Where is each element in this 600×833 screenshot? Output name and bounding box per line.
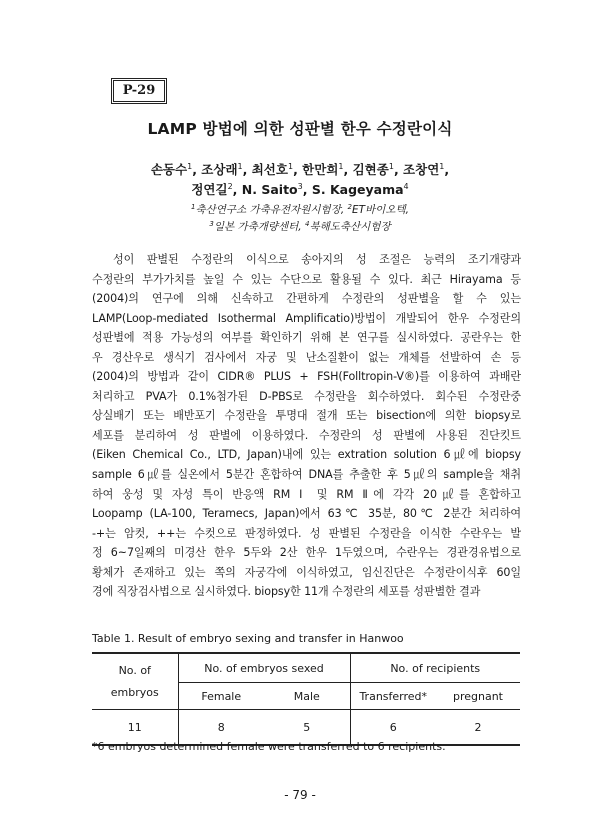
body-line: 하여 웅성 및 자성 특이 반응액 RM Ⅰ 및 RM Ⅱ에 각각 20㎕를 혼합하고 xyxy=(92,487,521,501)
body-line: LAMP(Loop-mediated Isothermal Amplificatio)방법이 개발되어 한우 수정란의 xyxy=(92,311,521,325)
author-affiliation-mark: 4 xyxy=(403,182,409,191)
author-name: 조상래 xyxy=(201,162,238,177)
author-name: 최선호 xyxy=(251,162,288,177)
author-name: 정연길 xyxy=(191,182,228,197)
header-female: Female xyxy=(178,683,264,710)
header-no-of-embryos xyxy=(92,653,178,710)
body-line: 처리하고 PVA가 0.1%첨가된 D-PBS로 수정란을 회수하였다. 회수된 수정란중 xyxy=(92,389,521,403)
table-cell: 2 xyxy=(474,720,482,734)
page-number: - 79 - xyxy=(284,788,316,802)
table-caption: Table 1. Result of embryo sexing and transfer in Hanwoo xyxy=(92,632,404,645)
affiliation-mark: 4 xyxy=(305,220,310,228)
affiliation-mark: 1 xyxy=(191,203,196,211)
author-line-1: 손동수$^1$, 조상래$^1$, 최선호$^1$, 한만희$^1$, 김현종$^1$, 조창연$^1$, xyxy=(150,162,450,177)
body-line: 경에 직장검사법으로 실시하였다. biopsy한 11개 수정란의 세포를 성판별한 결과 xyxy=(92,585,481,599)
body-line: 수정란의 부가가치를 높일 수 있는 수단으로 활용될 수 있다. 최근 Hirayama 등 xyxy=(92,272,521,286)
table-footnote: *6 embryos determined female were transferred to 6 recipients. xyxy=(92,740,446,753)
body-line: Loopamp (LA-100, Teramecs, Japan)에서 63℃ 35분, 80℃ 2분간 처리하여 xyxy=(92,507,521,521)
author-affiliation-mark: 2 xyxy=(227,182,233,191)
author-name: 한만희 xyxy=(302,162,339,177)
header-text: embryos xyxy=(110,686,159,699)
body-line: 상실배기 또는 배반포기 수정란을 투명대 절개 또는 bisection에 의한 biopsy로 xyxy=(92,409,521,423)
header-embryos-sexed: No. of embryos sexed xyxy=(178,653,350,683)
affiliation-text: 북해도축산시험장 xyxy=(309,221,391,233)
author-name: N. Saito xyxy=(241,182,298,197)
author-affiliation-mark: 1 xyxy=(338,162,344,171)
body-line: 황체가 존재하고 있는 쪽의 자궁각에 이식하였고, 임신진단은 수정란이식후 60일 xyxy=(92,565,521,579)
affiliation-text: ET바이오텍, xyxy=(351,204,409,216)
affiliation-line-1 xyxy=(0,202,600,218)
body-line: 세포를 분리하여 성 판별에 이용하였다. 수정란의 성 판별에 사용된 진단킷트 xyxy=(92,428,521,442)
header-recipients: No. of recipients xyxy=(350,653,520,683)
body-line: 우 경산우로 생식기 검사에서 자궁 및 난소질환이 없는 개체를 선발하여 손 등 xyxy=(92,350,521,364)
abstract-body xyxy=(92,250,521,602)
body-line: (2004)의 방법과 같이 CIDR® PLUS + FSH(Folltropin-V®)를 이용하여 과배란 xyxy=(92,370,521,384)
header-text: No. of xyxy=(118,664,151,677)
author-name: 김현종 xyxy=(352,162,389,177)
author-affiliation-mark: 3 xyxy=(297,182,303,191)
table-cell: 5 xyxy=(303,720,311,734)
table-cell: 11 xyxy=(127,720,142,734)
author-name: 조창연 xyxy=(403,162,440,177)
body-line: 성이 판별된 수정란의 이식으로 송아지의 성 조절은 능력의 조기개량과 xyxy=(113,253,521,266)
affiliation-mark: 2 xyxy=(347,203,352,211)
paper-title: LAMP 방법에 의한 성판별 한우 수정란이식 xyxy=(147,120,453,138)
affiliation-text: 축산연구소 가축유전자원시험장, xyxy=(195,204,348,216)
affiliation-mark: 3 xyxy=(209,220,214,228)
author-affiliation-mark: 1 xyxy=(439,162,445,171)
affiliation-line-2 xyxy=(0,219,600,235)
header-male: Male xyxy=(293,689,320,703)
table-cell: 6 xyxy=(350,710,436,746)
body-line: 정 6~7일째의 미경산 한우 5두와 2산 한우 1두였으며, 수란우는 경관경유법으로 xyxy=(92,546,521,560)
author-name: S. Kageyama xyxy=(311,182,404,197)
body-line: (Eiken Chemical Co., LTD, Japan)내에 있는 extration solution 6㎕에 biopsy xyxy=(92,448,521,462)
header-pregnant: pregnant xyxy=(452,689,503,703)
author-affiliation-mark: 1 xyxy=(237,162,243,171)
header-transferred: Transferred* xyxy=(350,683,436,710)
body-line: sample 6㎕를 실온에서 5분간 혼합하여 DNA를 추출한 후 5㎕의 sample을 채취 xyxy=(92,468,521,482)
author-affiliation-mark: 1 xyxy=(388,162,394,171)
body-line: (2004)의 연구에 의해 신속하고 간편하게 수정란의 성판별을 할 수 있는 xyxy=(92,292,521,306)
affiliation-text: 일본 가축개량센터, xyxy=(213,221,305,233)
author-affiliation-mark: 1 xyxy=(287,162,294,171)
body-line: -+는 암컷, ++는 수컷으로 판정하였다. 성 판별된 수정란을 이식한 수란우는 발 xyxy=(92,526,521,540)
abstract-code-box: P-29 xyxy=(113,80,165,102)
table-cell: 8 xyxy=(178,710,264,746)
author-name: 손동수 xyxy=(150,162,188,177)
results-table xyxy=(92,652,520,746)
body-line: 성판별에 적용 가능성의 여부를 확인하기 위해 본 연구를 실시하였다. 공란우는 한 xyxy=(92,331,521,345)
author-line-2: 정연길$^2$, N. Saito$^3$, S. Kageyama$^4$ xyxy=(191,182,409,197)
author-affiliation-mark: 1 xyxy=(187,162,193,171)
